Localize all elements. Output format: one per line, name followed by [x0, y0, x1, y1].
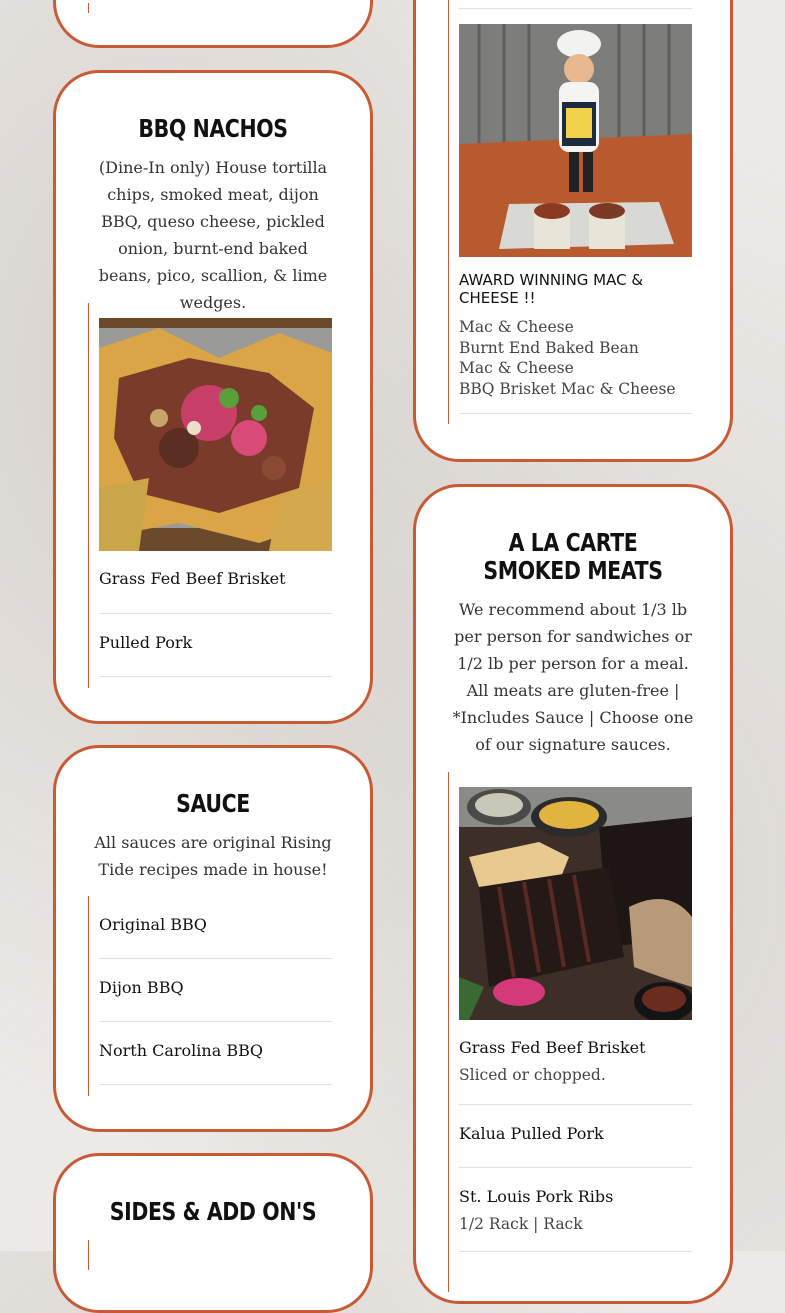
item-name: Pulled Pork — [99, 633, 193, 652]
list-item[interactable] — [99, 1022, 332, 1085]
item-name: Original BBQ — [99, 915, 207, 934]
menu-card-sides — [53, 1153, 373, 1313]
menu-card-sauce — [53, 745, 373, 1132]
item-line: Mac & Cheese — [459, 318, 574, 336]
card-title: A LA CARTE SMOKED MEATS — [483, 528, 663, 585]
item-list — [448, 772, 646, 1292]
item-name: St. Louis Pork Ribs — [459, 1187, 614, 1206]
item-list — [88, 1240, 89, 1270]
item-list-divider — [88, 3, 89, 13]
smoked-meats-photo — [459, 787, 692, 1020]
menu-card-smoked-meats — [413, 484, 733, 1304]
list-item[interactable] — [459, 1168, 692, 1252]
item-list — [88, 303, 286, 688]
list-item[interactable] — [99, 614, 332, 677]
list-item[interactable] — [459, 263, 692, 414]
card-description: We recommend about 1/3 lb per person for sandwiches or 1/2 lb per person for a meal. All meats are gluten-free | *Includes Sauce | Choose one of our signature sauces. — [452, 600, 694, 754]
list-item[interactable] — [459, 1032, 692, 1105]
item-name: Kalua Pulled Pork — [459, 1124, 604, 1143]
list-item[interactable] — [99, 959, 332, 1022]
item-title: AWARD WINNING MAC & CHEESE !! — [459, 271, 644, 307]
list-item[interactable] — [459, 1105, 692, 1168]
item-name: Grass Fed Beef Brisket — [459, 1038, 646, 1057]
mac-cheese-photo — [459, 24, 692, 257]
item-list — [448, 0, 676, 424]
list-item-divider — [459, 0, 692, 9]
menu-card-partial-top — [53, 0, 373, 48]
menu-card-mac-cheese — [413, 0, 733, 462]
item-description: Sliced or chopped. — [459, 1066, 606, 1084]
list-item[interactable] — [99, 896, 332, 959]
card-description: All sauces are original Rising Tide recipes made in house! — [94, 833, 332, 879]
card-title: SIDES & ADD ON'S — [109, 1197, 317, 1226]
card-title: BBQ NACHOS — [138, 114, 288, 143]
list-item[interactable] — [99, 561, 332, 614]
item-name: Grass Fed Beef Brisket — [99, 569, 286, 588]
item-line: Burnt End Baked Bean Mac & Cheese — [459, 339, 639, 377]
menu-card-bbq-nachos — [53, 70, 373, 724]
item-list — [88, 896, 263, 1096]
nachos-photo — [99, 318, 332, 551]
item-name: Dijon BBQ — [99, 978, 184, 997]
item-description: 1/2 Rack | Rack — [459, 1215, 583, 1233]
card-title: SAUCE — [176, 789, 250, 818]
card-description: (Dine-In only) House tortilla chips, smoked meat, dijon BBQ, queso cheese, pickled onion, burnt-end baked beans, pico, scallion, & lime wedges. — [98, 158, 328, 312]
item-name: North Carolina BBQ — [99, 1041, 263, 1060]
item-line: BBQ Brisket Mac & Cheese — [459, 380, 676, 398]
